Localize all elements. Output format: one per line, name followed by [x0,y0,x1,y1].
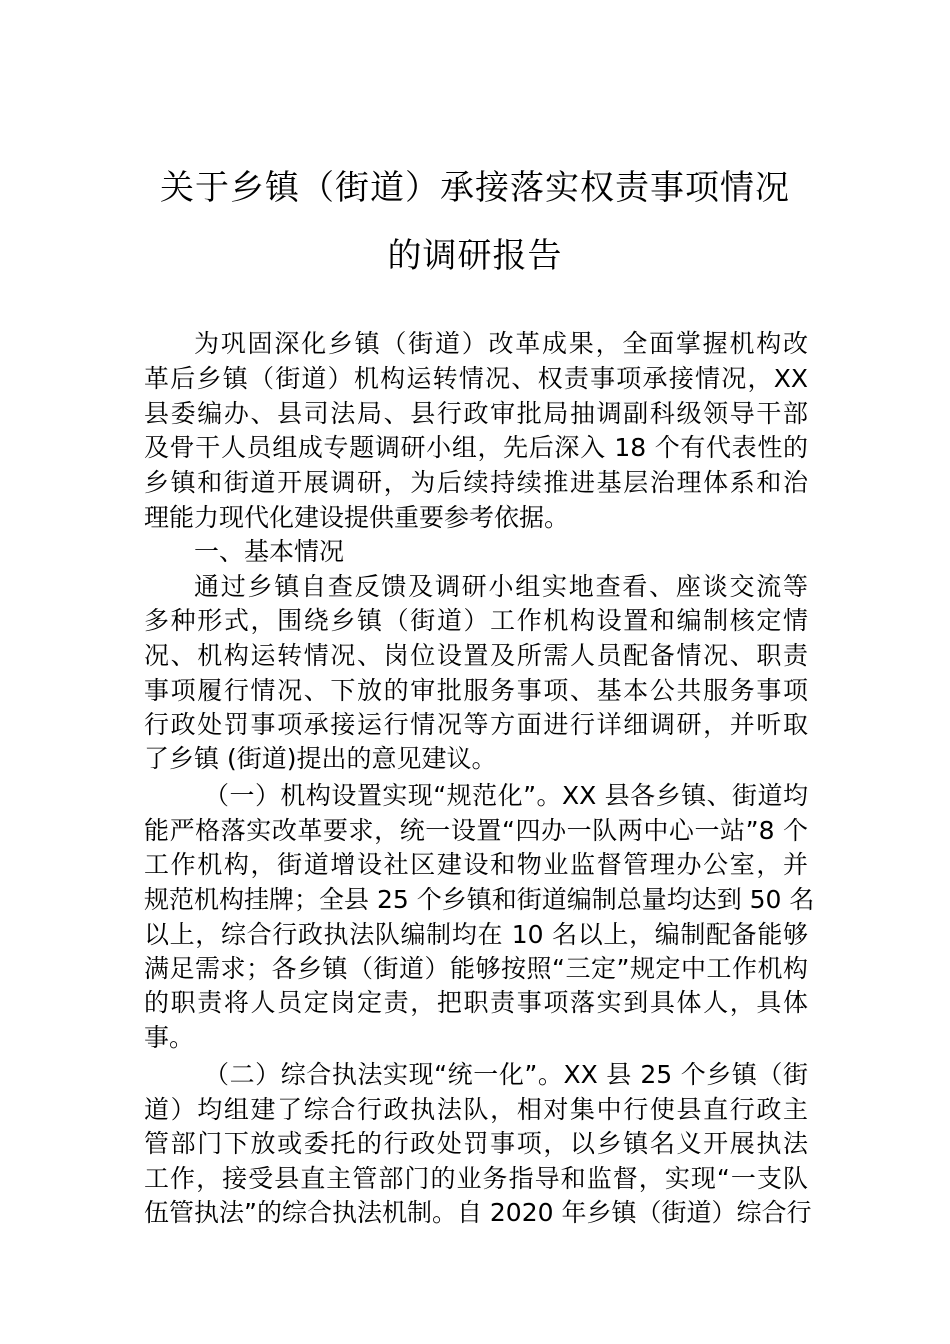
text-line: 事。 [144,1023,195,1052]
text-line: 道）均组建了综合行政执法队，相对集中行使县直行政主 [144,1095,808,1124]
text-line: 满足需求；各乡镇（街道）能够按照“三定”规定中工作机构 [144,954,808,983]
text-line: 的职责将人员定岗定责，把职责事项落实到具体人，具体 [144,988,808,1017]
text-line: （二）综合执法实现“统一化”。XX 县 25 个乡镇（街 [204,1060,808,1089]
text-line: 了乡镇 (街道)提出的意见建议。 [144,744,497,773]
text-line: 能严格落实改革要求，统一设置“四办一队两中心一站”8 个 [144,816,808,845]
document-title-line-2: 的调研报告 [387,236,563,276]
document-title-line-1: 关于乡镇（街道）承接落实权责事项情况 [160,168,790,208]
text-line: 规范机构挂牌；全县 25 个乡镇和街道编制总量均达到 50 名 [144,885,815,914]
text-line: 通过乡镇自查反馈及调研小组实地查看、座谈交流等 [194,572,808,601]
text-line: 事项履行情况、下放的审批服务事项、基本公共服务事项 [144,676,808,705]
text-line: 伍管执法”的综合执法机制。自 2020 年乡镇（街道）综合行 [144,1198,812,1227]
section-heading-basic-situation: 一、基本情况 [194,537,345,566]
text-line: 县委编办、县司法局、县行政审批局抽调副科级领导干部 [144,399,808,428]
text-line: 行政处罚事项承接运行情况等方面进行详细调研，并听取 [144,710,808,739]
text-line: 工作，接受县直主管部门的业务指导和监督，实现“一支队 [144,1164,808,1193]
text-line: 以上，综合行政执法队编制均在 10 名以上，编制配备能够 [144,920,808,949]
text-line: 工作机构，街道增设社区建设和物业监督管理办公室，并 [144,850,808,879]
text-line: 多种形式，围绕乡镇（街道）工作机构设置和编制核定情 [144,606,808,635]
text-line: 理能力现代化建设提供重要参考依据。 [144,503,570,532]
text-line: 乡镇和街道开展调研，为后续持续推进基层治理体系和治 [144,468,808,497]
text-line: 管部门下放或委托的行政处罚事项，以乡镇名义开展执法 [144,1129,808,1158]
text-line: 为巩固深化乡镇（街道）改革成果，全面掌握机构改 [194,329,808,358]
text-line: 况、机构运转情况、岗位设置及所需人员配备情况、职责 [144,641,808,670]
text-line: 革后乡镇（街道）机构运转情况、权责事项承接情况，XX [144,364,808,393]
text-line: （一）机构设置实现“规范化”。XX 县各乡镇、街道均 [204,781,808,810]
text-line: 及骨干人员组成专题调研小组，先后深入 18 个有代表性的 [144,433,808,462]
